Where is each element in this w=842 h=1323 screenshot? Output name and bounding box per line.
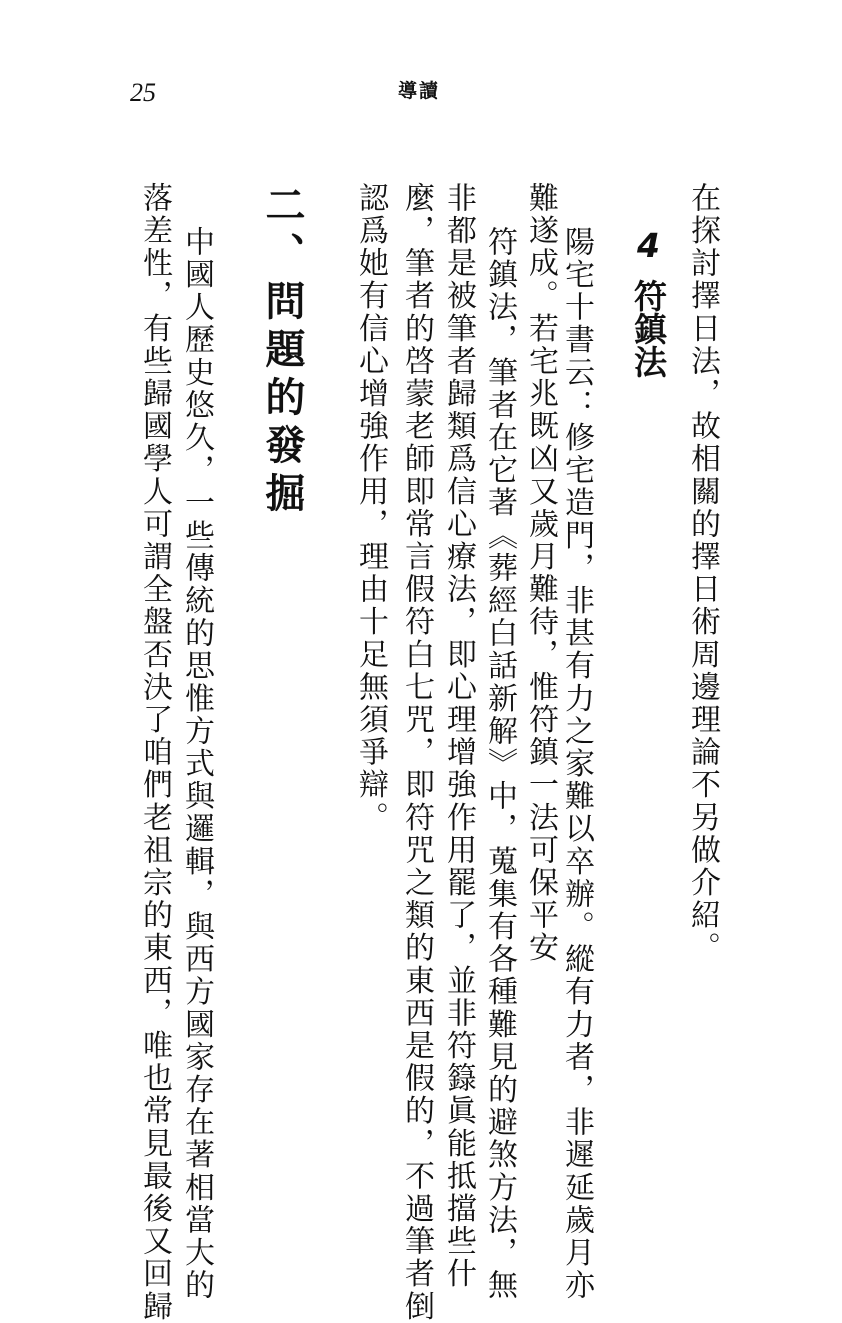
- section-heading: [628, 226, 668, 378]
- text-column-1: 在探討擇日法，故相關的擇日術周邊理論不另做介紹。: [685, 182, 720, 965]
- text-column-6: 麼，筆者的啓蒙老師即常言假符白七咒，即符咒之類的東西是假的，不過筆者倒: [399, 182, 434, 1323]
- section-title: 符鎮法: [629, 279, 668, 378]
- text-column-9: 落差性，有些歸國學人可謂全盤否決了咱們老祖宗的東西，唯也常見最後又回歸: [137, 182, 172, 1323]
- text-column-7: 認爲她有信心增強作用，理由十足無須爭辯。: [353, 182, 388, 834]
- text-column-4: 符鎮法，筆者在它著《葬經白話新解》中，蒐集有各種難見的避煞方法，無: [482, 226, 517, 1302]
- text-column-8: 中國人歷史悠久，一些傳統的思惟方式與邏輯，與西方國家存在著相當大的: [179, 226, 214, 1302]
- text-column-2: 陽宅十書云：修宅造門，非甚有力之家難以卒辦。縱有力者，非遲延歲月亦: [559, 226, 594, 1302]
- text-column-5: 非都是被筆者歸類爲信心療法，即心理增強作用罷了，並非符籙眞能抵擋些什: [441, 182, 476, 1291]
- running-title: 導讀: [398, 80, 441, 102]
- section-number: 4: [629, 226, 668, 265]
- page-number: 25: [130, 78, 156, 107]
- text-column-3: 難遂成。若宅兆既凶又歲月難待，惟符鎮一法可保平安: [523, 182, 558, 965]
- chapter-heading: 二、問題的發掘: [259, 184, 306, 520]
